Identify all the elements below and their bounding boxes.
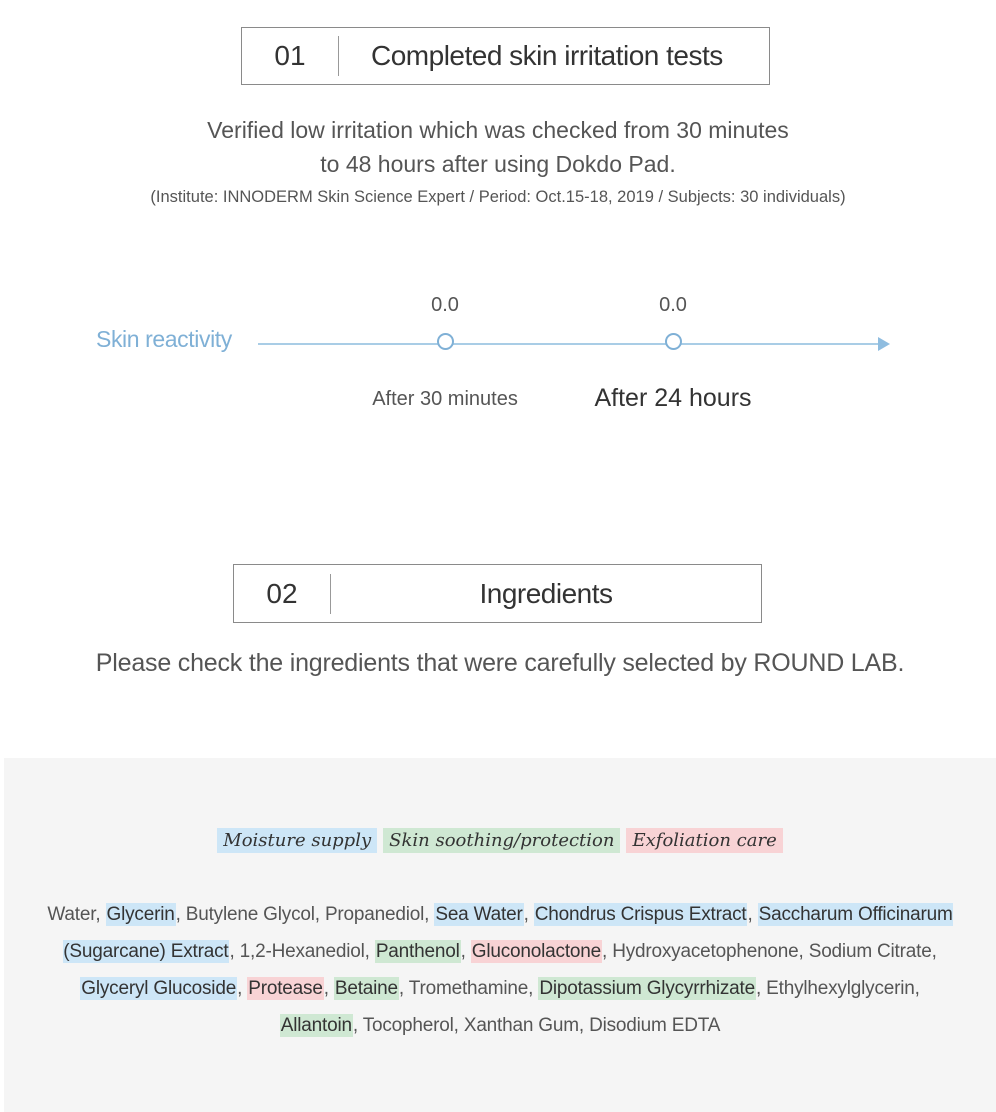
ingredient-item: Disodium EDTA (589, 1015, 721, 1036)
ingredient-item: Gluconolactone (471, 941, 602, 962)
ingredient-item: Saccharum Officinarum (Sugarcane) Extract (63, 904, 953, 962)
ingredient-item: Sodium Citrate (808, 941, 932, 962)
timeline-node-30min (437, 333, 454, 350)
timeline-label-24h: After 24 hours (594, 384, 752, 412)
ingredient-item: Hydroxyacetophenone (612, 941, 799, 962)
description-line-2: to 48 hours after using Dokdo Pad. (320, 151, 676, 177)
timeline-value-30min: 0.0 (431, 294, 459, 316)
timeline-label-30min: After 30 minutes (372, 388, 518, 410)
legend-soothing: Skin soothing/protection (383, 828, 620, 853)
ingredient-item: Glyceryl Glucoside (81, 978, 237, 999)
ingredient-list: Water, Glycerin, Butylene Glycol, Propanediol, Sea Water, Chondrus Crispus Extract, Saccharum Officinarum (Sugarcane) Extract, 1,2-Hexanediol, Panthenol, Gluconolactone, Hydroxyacetophenone, Sodium Citrate, Glyceryl Glucoside, Protease, Betaine, Tromethamine, Dipotassium Glycyrrhizate, Ethylhexylglycerin, Allantoin, Tocopherol, Xanthan Gum, Disodium EDTA (47, 904, 953, 1036)
ingredient-item: Glycerin (106, 904, 175, 925)
ingredients-description: Please check the ingredients that were carefully selected by ROUND LAB. (95, 649, 905, 677)
section-title: Ingredients (479, 577, 613, 609)
ingredient-item: Tocopherol (362, 1015, 454, 1036)
ingredient-item: Tromethamine (408, 978, 529, 999)
ingredient-item: Protease (248, 978, 323, 999)
ingredient-item: Ethylhexylglycerin (766, 978, 915, 999)
ingredient-item: 1,2-Hexanediol (239, 941, 365, 962)
ingredient-item: Sea Water (435, 904, 523, 925)
timeline-value-24h: 0.0 (659, 294, 687, 316)
section-header-irritation (241, 27, 770, 85)
ingredient-item: Chondrus Crispus Extract (534, 904, 747, 925)
ingredient-item: Water (47, 904, 96, 925)
ingredient-item: Allantoin (280, 1015, 352, 1036)
section-number: 02 (266, 577, 298, 609)
ingredient-item: Betaine (334, 978, 398, 999)
section-title: Completed skin irritation tests (371, 40, 723, 71)
arrow-right-icon (878, 337, 890, 351)
ingredient-panel (4, 758, 996, 1112)
section-number: 01 (274, 40, 306, 71)
description-line-1: Verified low irritation which was checked from 30 minutes (207, 117, 789, 143)
timeline-line (258, 343, 880, 345)
legend-moisture: Moisture supply (217, 828, 377, 853)
ingredient-item: Butylene Glycol (185, 904, 315, 925)
legend-exfoliation: Exfoliation care (626, 828, 782, 853)
timeline-label: Skin reactivity (96, 326, 232, 352)
ingredient-item: Dipotassium Glycyrrhizate (539, 978, 755, 999)
section-header-ingredients (233, 564, 762, 623)
ingredient-item: Propanediol (324, 904, 425, 925)
irritation-description (0, 113, 996, 181)
ingredient-item: Panthenol (375, 941, 460, 962)
ingredient-item: Xanthan Gum (463, 1015, 579, 1036)
study-source: (Institute: INNODERM Skin Science Expert / Period: Oct.15-18, 2019 / Subjects: 30 individuals) (150, 188, 846, 206)
legend (4, 828, 996, 853)
timeline-node-24h (665, 333, 682, 350)
